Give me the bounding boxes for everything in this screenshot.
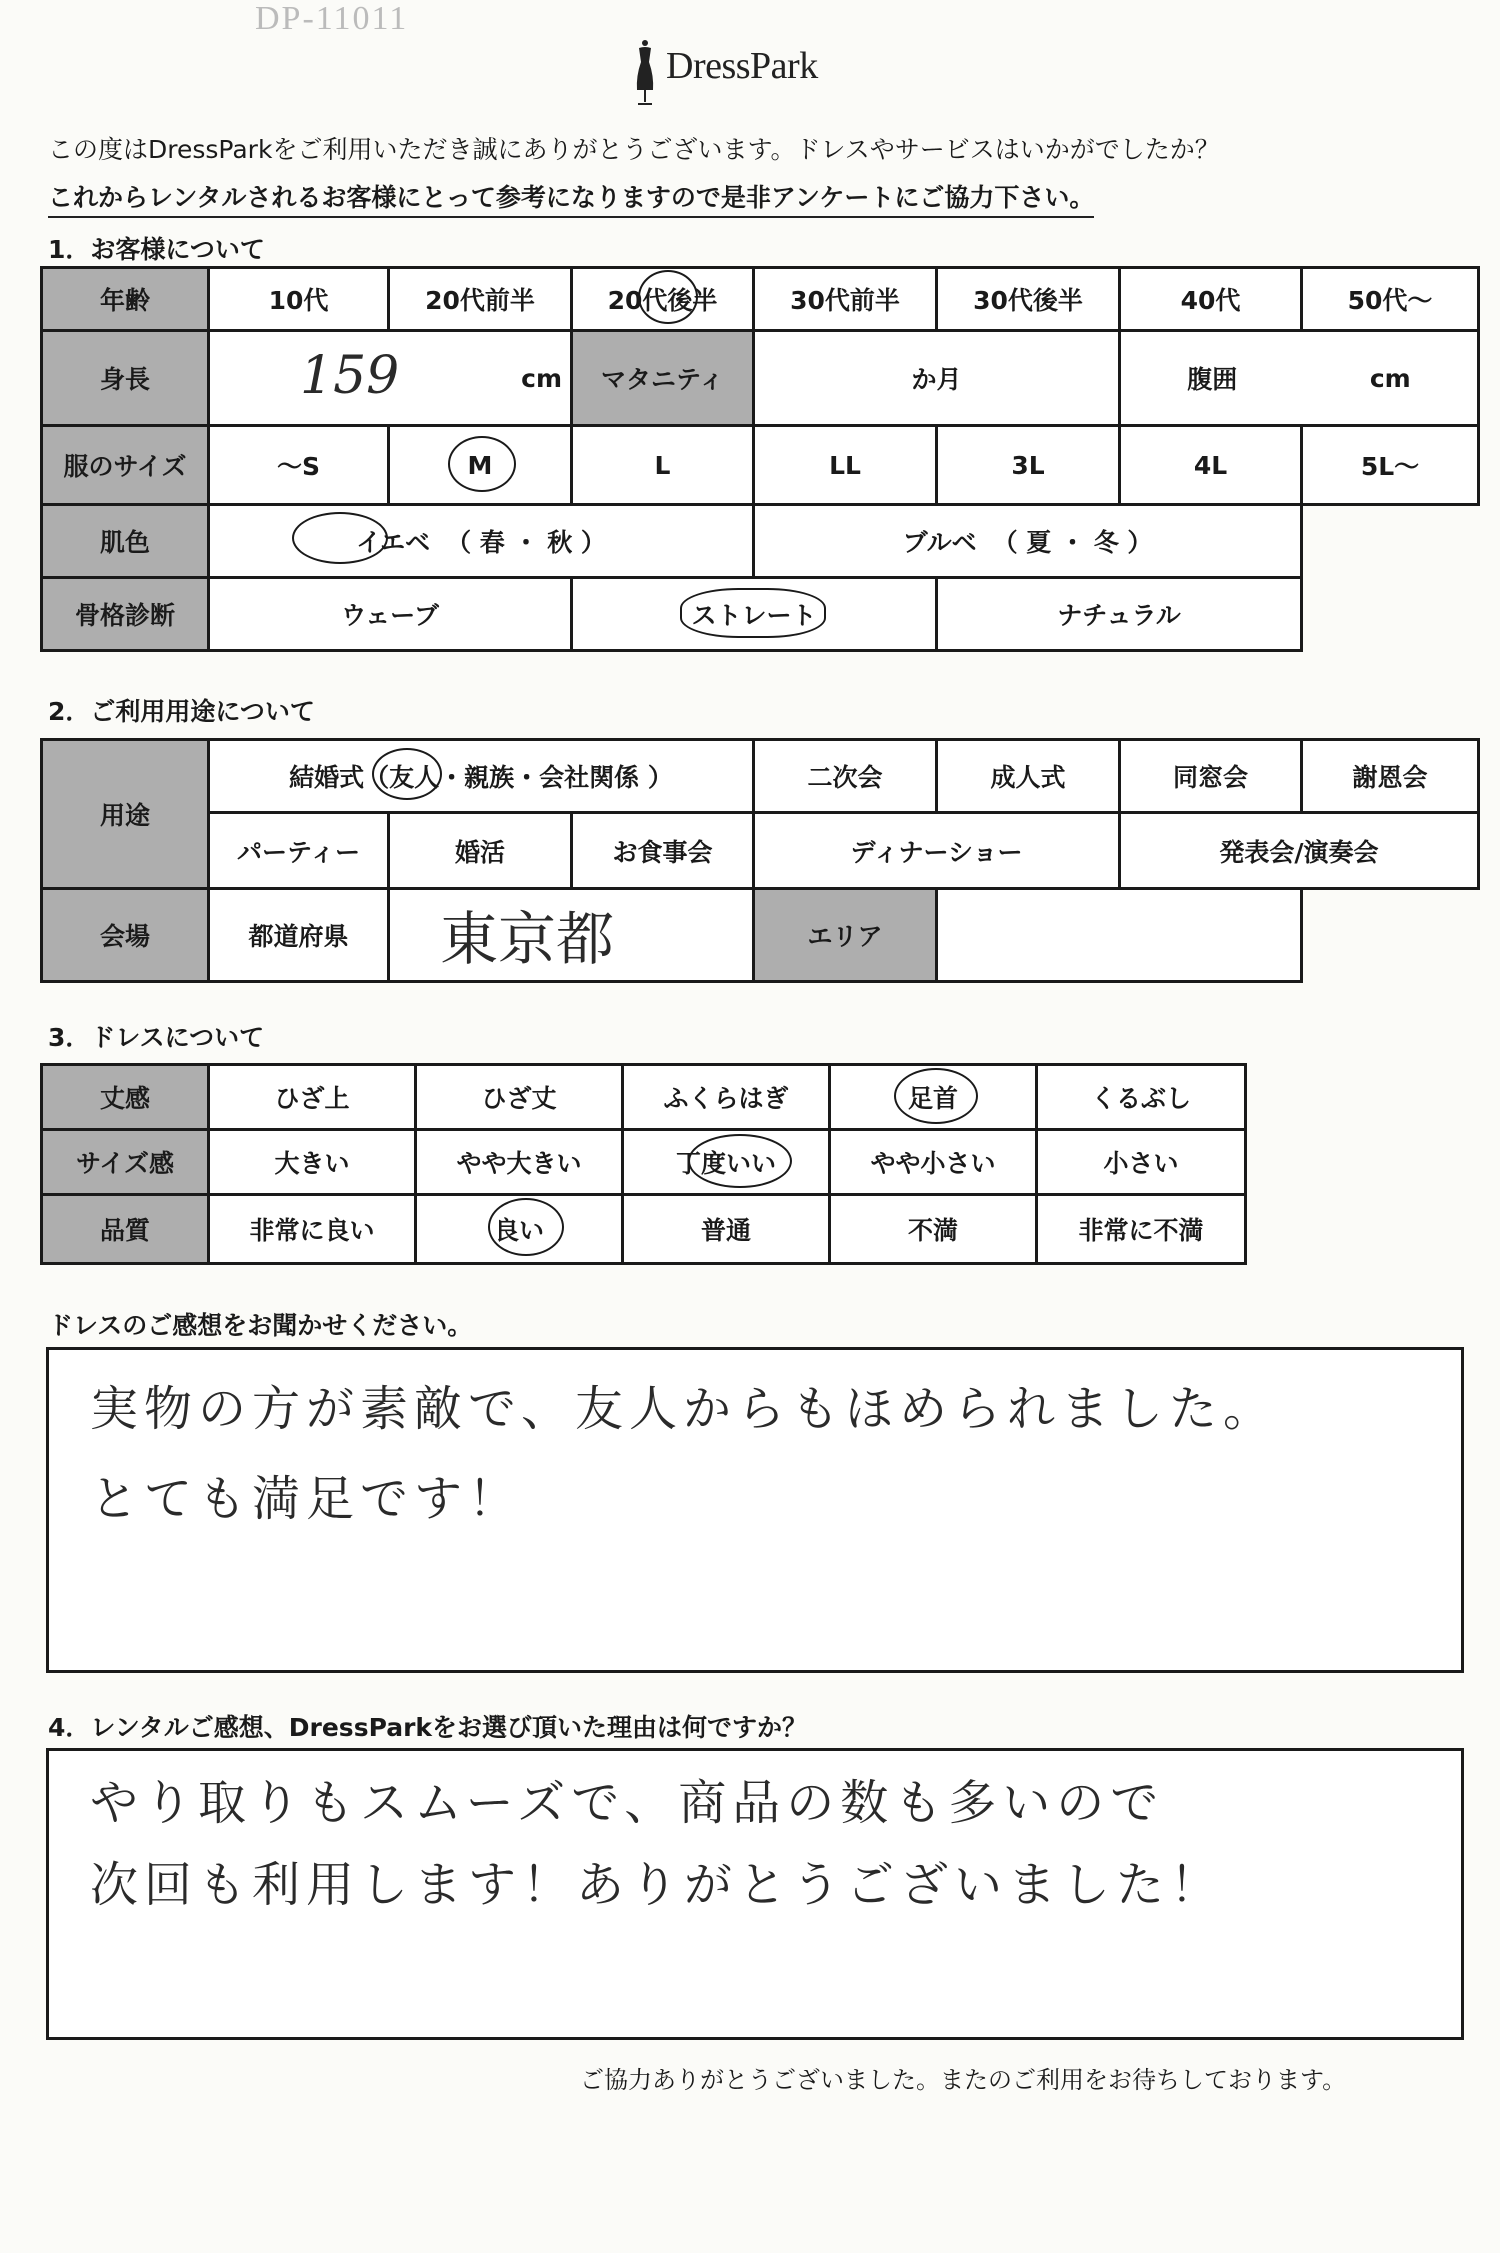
brand-logo <box>630 36 880 112</box>
usage-option[interactable]: お食事会 <box>570 811 755 890</box>
selection-circle <box>372 748 442 800</box>
waist-unit: cm <box>1369 363 1411 393</box>
wedding-rest: ・親族・会社関係 ） <box>439 763 673 792</box>
quality-option[interactable]: 非常に不満 <box>1035 1193 1247 1265</box>
skin-label: 肌色 <box>40 503 210 579</box>
length-option[interactable]: ひざ丈 <box>414 1063 624 1131</box>
reasons-line: やり取りもスムーズで、商品の数も多いので <box>90 1775 1165 1831</box>
fit-option[interactable]: 小さい <box>1035 1128 1247 1196</box>
waist-field[interactable] <box>1118 329 1480 427</box>
prefecture-label: 都道府県 <box>207 887 390 983</box>
usage-option[interactable]: 婚活 <box>387 811 573 890</box>
quality-option[interactable]: 普通 <box>621 1193 831 1265</box>
usage-option[interactable]: 成人式 <box>935 738 1121 814</box>
age-option[interactable]: 40代 <box>1118 266 1303 332</box>
age-option[interactable]: 10代 <box>207 266 390 332</box>
quality-option[interactable]: 不満 <box>828 1193 1038 1265</box>
age-label: 年齢 <box>40 266 210 332</box>
blue-base: ブルベ <box>902 528 977 557</box>
skin-yellow-option[interactable] <box>207 503 755 579</box>
fit-option[interactable]: やや大きい <box>414 1128 624 1196</box>
wedding-label: 結婚式（ <box>289 763 390 792</box>
area-label: エリア <box>752 887 938 983</box>
usage-option[interactable]: ディナーショー <box>752 811 1121 890</box>
selection-circle <box>488 1198 564 1256</box>
selection-circle <box>894 1068 978 1124</box>
length-option[interactable]: 足首 <box>828 1063 1038 1131</box>
frame-option[interactable]: ナチュラル <box>935 576 1303 652</box>
impressions-line: 実物の方が素敵で、友人からもほめられました。 <box>90 1381 1278 1437</box>
size-option[interactable]: LL <box>752 424 938 506</box>
months-unit: か月 <box>911 365 962 394</box>
fit-option[interactable]: 大きい <box>207 1128 417 1196</box>
length-option[interactable]: ひざ上 <box>207 1063 417 1131</box>
reasons-line: 次回も利用します！ありがとうございました！ <box>90 1857 1225 1913</box>
usage-option[interactable]: 二次会 <box>752 738 938 814</box>
frame-option[interactable]: ウェーブ <box>207 576 573 652</box>
section3-title: 3．ドレスについて <box>48 1023 265 1052</box>
impressions-line: とても満足です！ <box>90 1471 523 1527</box>
section2-title: 2．ご利用用途について <box>48 697 315 726</box>
length-option[interactable]: くるぶし <box>1035 1063 1247 1131</box>
impressions-title: ドレスのご感想をお聞かせください。 <box>48 1311 473 1340</box>
fit-label: サイズ感 <box>40 1128 210 1196</box>
usage-option[interactable]: パーティー <box>207 811 390 890</box>
frame-label: 骨格診断 <box>40 576 210 652</box>
dress-form-icon <box>630 38 660 108</box>
size-option[interactable]: 4L <box>1118 424 1303 506</box>
intro-request: これからレンタルされるお客様にとって参考になりますので是非アンケートにご協力下さい。 <box>48 178 1094 218</box>
size-option[interactable]: 3L <box>935 424 1121 506</box>
area-field[interactable] <box>935 887 1303 983</box>
wedding-friend: 友人 <box>389 763 440 792</box>
usage-label: 用途 <box>40 738 210 890</box>
selection-circle <box>448 436 516 492</box>
age-option[interactable]: 50代～ <box>1300 266 1480 332</box>
height-unit: cm <box>521 363 562 393</box>
size-label: 服のサイズ <box>40 424 210 506</box>
size-option[interactable]: L <box>570 424 755 506</box>
age-option[interactable]: 20代後半 <box>570 266 755 332</box>
usage-wedding[interactable] <box>207 738 755 814</box>
fit-option[interactable]: やや小さい <box>828 1128 1038 1196</box>
maternity-label: マタニティ <box>570 329 755 427</box>
height-label: 身長 <box>40 329 210 427</box>
age-option[interactable]: 30代後半 <box>935 266 1121 332</box>
usage-option[interactable]: 発表会/演奏会 <box>1118 811 1480 890</box>
frame-option[interactable]: ストレート <box>570 576 938 652</box>
size-option[interactable]: 5L～ <box>1300 424 1480 506</box>
length-option[interactable]: ふくらはぎ <box>621 1063 831 1131</box>
quality-option[interactable]: 良い <box>414 1193 624 1265</box>
maternity-months-field[interactable] <box>752 329 1121 427</box>
length-label: 丈感 <box>40 1063 210 1131</box>
size-option[interactable]: M <box>387 424 573 506</box>
prefecture-value: 東京都 <box>440 905 615 973</box>
usage-option[interactable]: 謝恩会 <box>1300 738 1480 814</box>
intro-text: この度はDressParkをご利用いただき誠にありがとうございます。ドレスやサービスはいかがでしたか？ <box>48 135 1220 164</box>
selection-circle <box>292 512 388 564</box>
selection-circle <box>680 588 826 638</box>
section1-title: 1．お客様について <box>48 235 265 264</box>
age-option[interactable]: 20代前半 <box>387 266 573 332</box>
handwritten-reference-number: DP-11011 <box>255 0 409 37</box>
quality-option[interactable]: 非常に良い <box>207 1193 417 1265</box>
waist-label: 腹囲 <box>1187 365 1238 394</box>
fit-option[interactable]: 丁度いい <box>621 1128 831 1196</box>
skin-blue-option[interactable] <box>752 503 1303 579</box>
age-option[interactable]: 30代前半 <box>752 266 938 332</box>
selection-circle <box>688 1134 792 1188</box>
yellow-detail: （ 春 ・ 秋 ） <box>446 528 606 557</box>
usage-option[interactable]: 同窓会 <box>1118 738 1303 814</box>
brand-name: DressPark <box>666 45 818 87</box>
quality-label: 品質 <box>40 1193 210 1265</box>
selection-circle <box>638 270 698 324</box>
blue-detail: （ 夏 ・ 冬 ） <box>992 528 1153 557</box>
section4-title: 4．レンタルご感想、DressParkをお選び頂いた理由は何ですか？ <box>48 1713 808 1742</box>
height-value: 159 <box>300 346 400 406</box>
yellow-base: イエベ <box>356 528 431 557</box>
footer-thanks: ご協力ありがとうございました。またのご利用をお待ちしております。 <box>580 2066 1347 2094</box>
size-option[interactable]: ～S <box>207 424 390 506</box>
venue-label: 会場 <box>40 887 210 983</box>
